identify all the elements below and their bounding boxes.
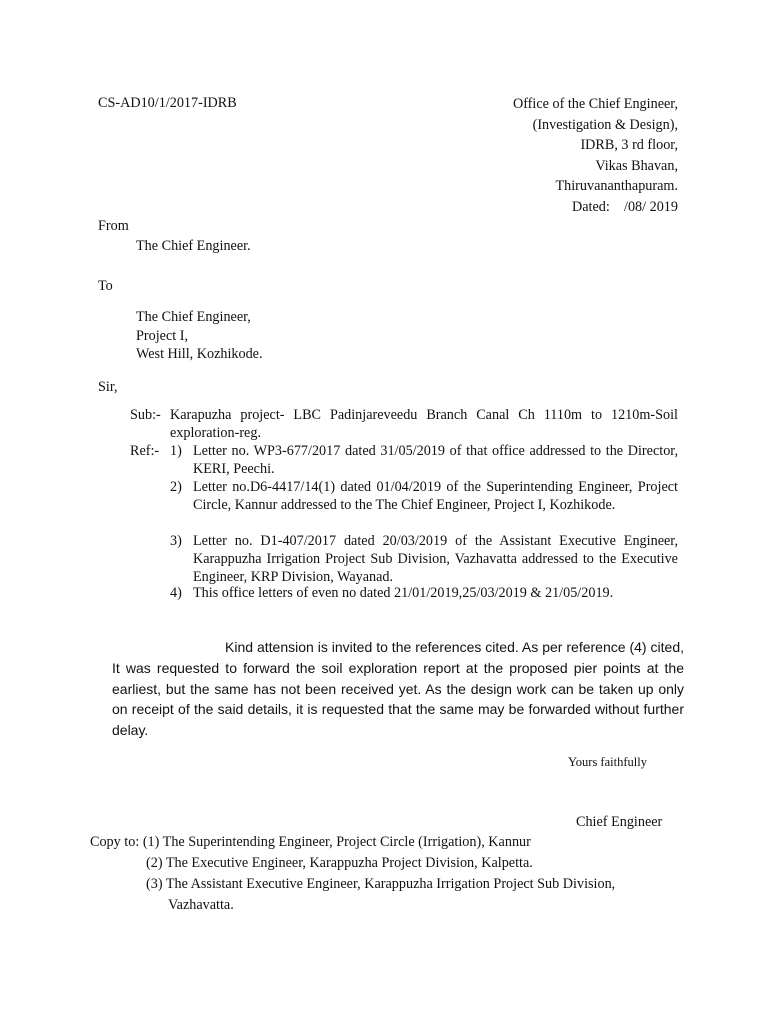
reference-item [170, 532, 678, 586]
reference-number-marker: 2) [170, 479, 182, 495]
office-address-line: Office of the Chief Engineer, [512, 96, 678, 112]
to-address [136, 308, 263, 364]
from-name: The Chief Engineer. [136, 238, 251, 254]
to-address-line: West Hill, Kozhikode. [136, 346, 263, 362]
reference-text: This office letters of even no dated 21/01/2019,25/03/2019 & 21/05/2019. [193, 585, 614, 601]
copy-to-list [90, 832, 710, 916]
copy-to-label: Copy to: [90, 834, 140, 850]
reference-number-marker: 1) [170, 443, 182, 459]
to-address-line: The Chief Engineer, [136, 309, 251, 325]
signature: Chief Engineer [576, 814, 663, 830]
reference-text: Letter no.D6-4417/14(1) dated 01/04/2019 of the Superintending Engineer, Project Circle, Kannur addressed to the The Chief Engineer, Project I, Kozhikode. [193, 479, 678, 513]
reference-number-marker: 3) [170, 533, 182, 549]
body-text: Kind attension is invited to the references cited. As per reference (4) cited, It was requested to forward the soil exploration report at the proposed pier points at the earliest, but the same has not been received yet. As the design work can be taken up only on receipt of the said details, it is requested that the same may be forwarded without further delay. [112, 639, 684, 739]
office-address-line: Thiruvananthapuram. [555, 178, 678, 194]
reference-item [170, 584, 678, 602]
body-paragraph [112, 637, 684, 741]
reference-text: Letter no. D1-407/2017 dated 20/03/2019 of the Assistant Executive Engineer, Karappuzha Irrigation Project Sub Division, Vazhavatta addressed to the Executive Engineer, KRP Division, Wayanad. [193, 533, 678, 585]
office-address-line: Vikas Bhavan, [595, 157, 678, 174]
to-label: To [98, 278, 113, 294]
reference-text: Letter no. WP3-677/2017 dated 31/05/2019 of that office addressed to the Director, KERI, Peechi. [193, 443, 678, 477]
copy-to-item: (3) The Assistant Executive Engineer, Karappuzha Irrigation Project Sub Division, [146, 876, 616, 892]
reference-number: CS-AD10/1/2017-IDRB [98, 95, 237, 111]
subject-text: Karapuzha project- LBC Padinjareveedu Branch Canal Ch 1110m to 1210m-Soil exploration-reg. [170, 407, 678, 441]
references-label: Ref:- [130, 443, 160, 459]
copy-to-item [90, 832, 710, 853]
salutation: Sir, [98, 379, 118, 395]
copy-to-item: (2) The Executive Engineer, Karappuzha Project Division, Kalpetta. [146, 855, 533, 871]
office-address-line: IDRB, 3 rd floor, [580, 137, 678, 153]
reference-number-marker: 4) [170, 585, 182, 601]
copy-to-continuation: Vazhavatta. [168, 897, 234, 913]
office-address [513, 94, 678, 217]
copy-to-text: (1) The Superintending Engineer, Project Circle (Irrigation), Kannur [142, 834, 531, 850]
from-label: From [98, 218, 129, 234]
reference-item [170, 442, 678, 478]
closing: Yours faithfully [568, 755, 647, 769]
office-address-line: (Investigation & Design), [532, 116, 678, 133]
date-line: Dated: /08/ 2019 [572, 198, 678, 215]
to-address-line: Project I, [136, 327, 189, 344]
reference-item [170, 478, 678, 514]
subject-label: Sub:- [130, 407, 161, 423]
